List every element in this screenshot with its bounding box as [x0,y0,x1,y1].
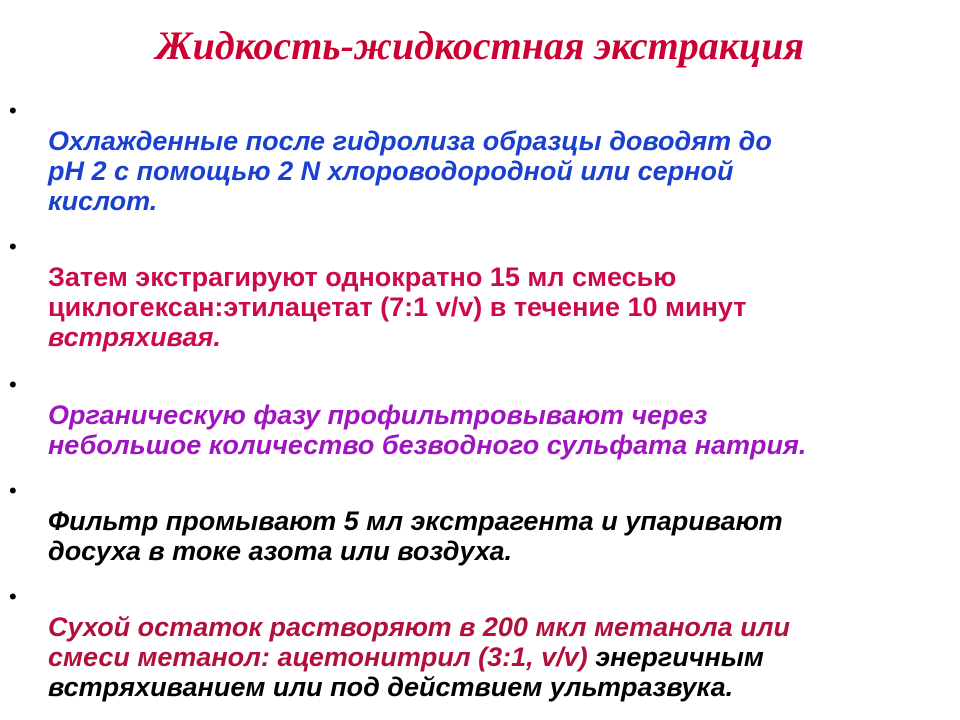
bullet-4-segment-1: Фильтр промывают 5 мл экстрагента и упаривают досуха в токе азота или воздуха. [48,506,783,566]
bullet-text-5 [48,582,938,702]
bullet-marker: • [9,234,17,259]
bullet-text-1 [48,96,938,216]
bullet-3-segment-1: Органическую фазу профильтровывают через небольшое количество безводного сульфата натрия. [48,400,807,460]
bullet-marker: • [9,478,17,503]
bullet-marker: • [9,584,17,609]
bullet-2-segment-2: встряхивая. [48,322,221,352]
bullet-text-2 [48,232,938,352]
bullet-text-4 [48,476,938,566]
bullet-marker: • [9,372,17,397]
bullet-5-segment-2: энергичным встряхиванием или под действием ультразвука. [48,642,764,702]
bullet-5-segment-1: Сухой остаток растворяют в 200 мкл метанола или смеси метанол: ацетонитрил (3:1, v/v) [48,612,790,672]
bullet-2-segment-1: Затем экстрагируют однократно 15 мл смесью циклогексан:этилацетат (7:1 v/v) в течение 10 минут [48,262,747,322]
slide-title: Жидкость-жидкостная экстракция [155,23,805,68]
bullet-1-segment-1: Охлажденные после гидролиза образцы доводят до рН 2 с помощью 2 N хлороводородной или серной кислот. [48,126,772,216]
bullet-marker: • [9,98,17,123]
bullet-text-3 [48,370,938,460]
